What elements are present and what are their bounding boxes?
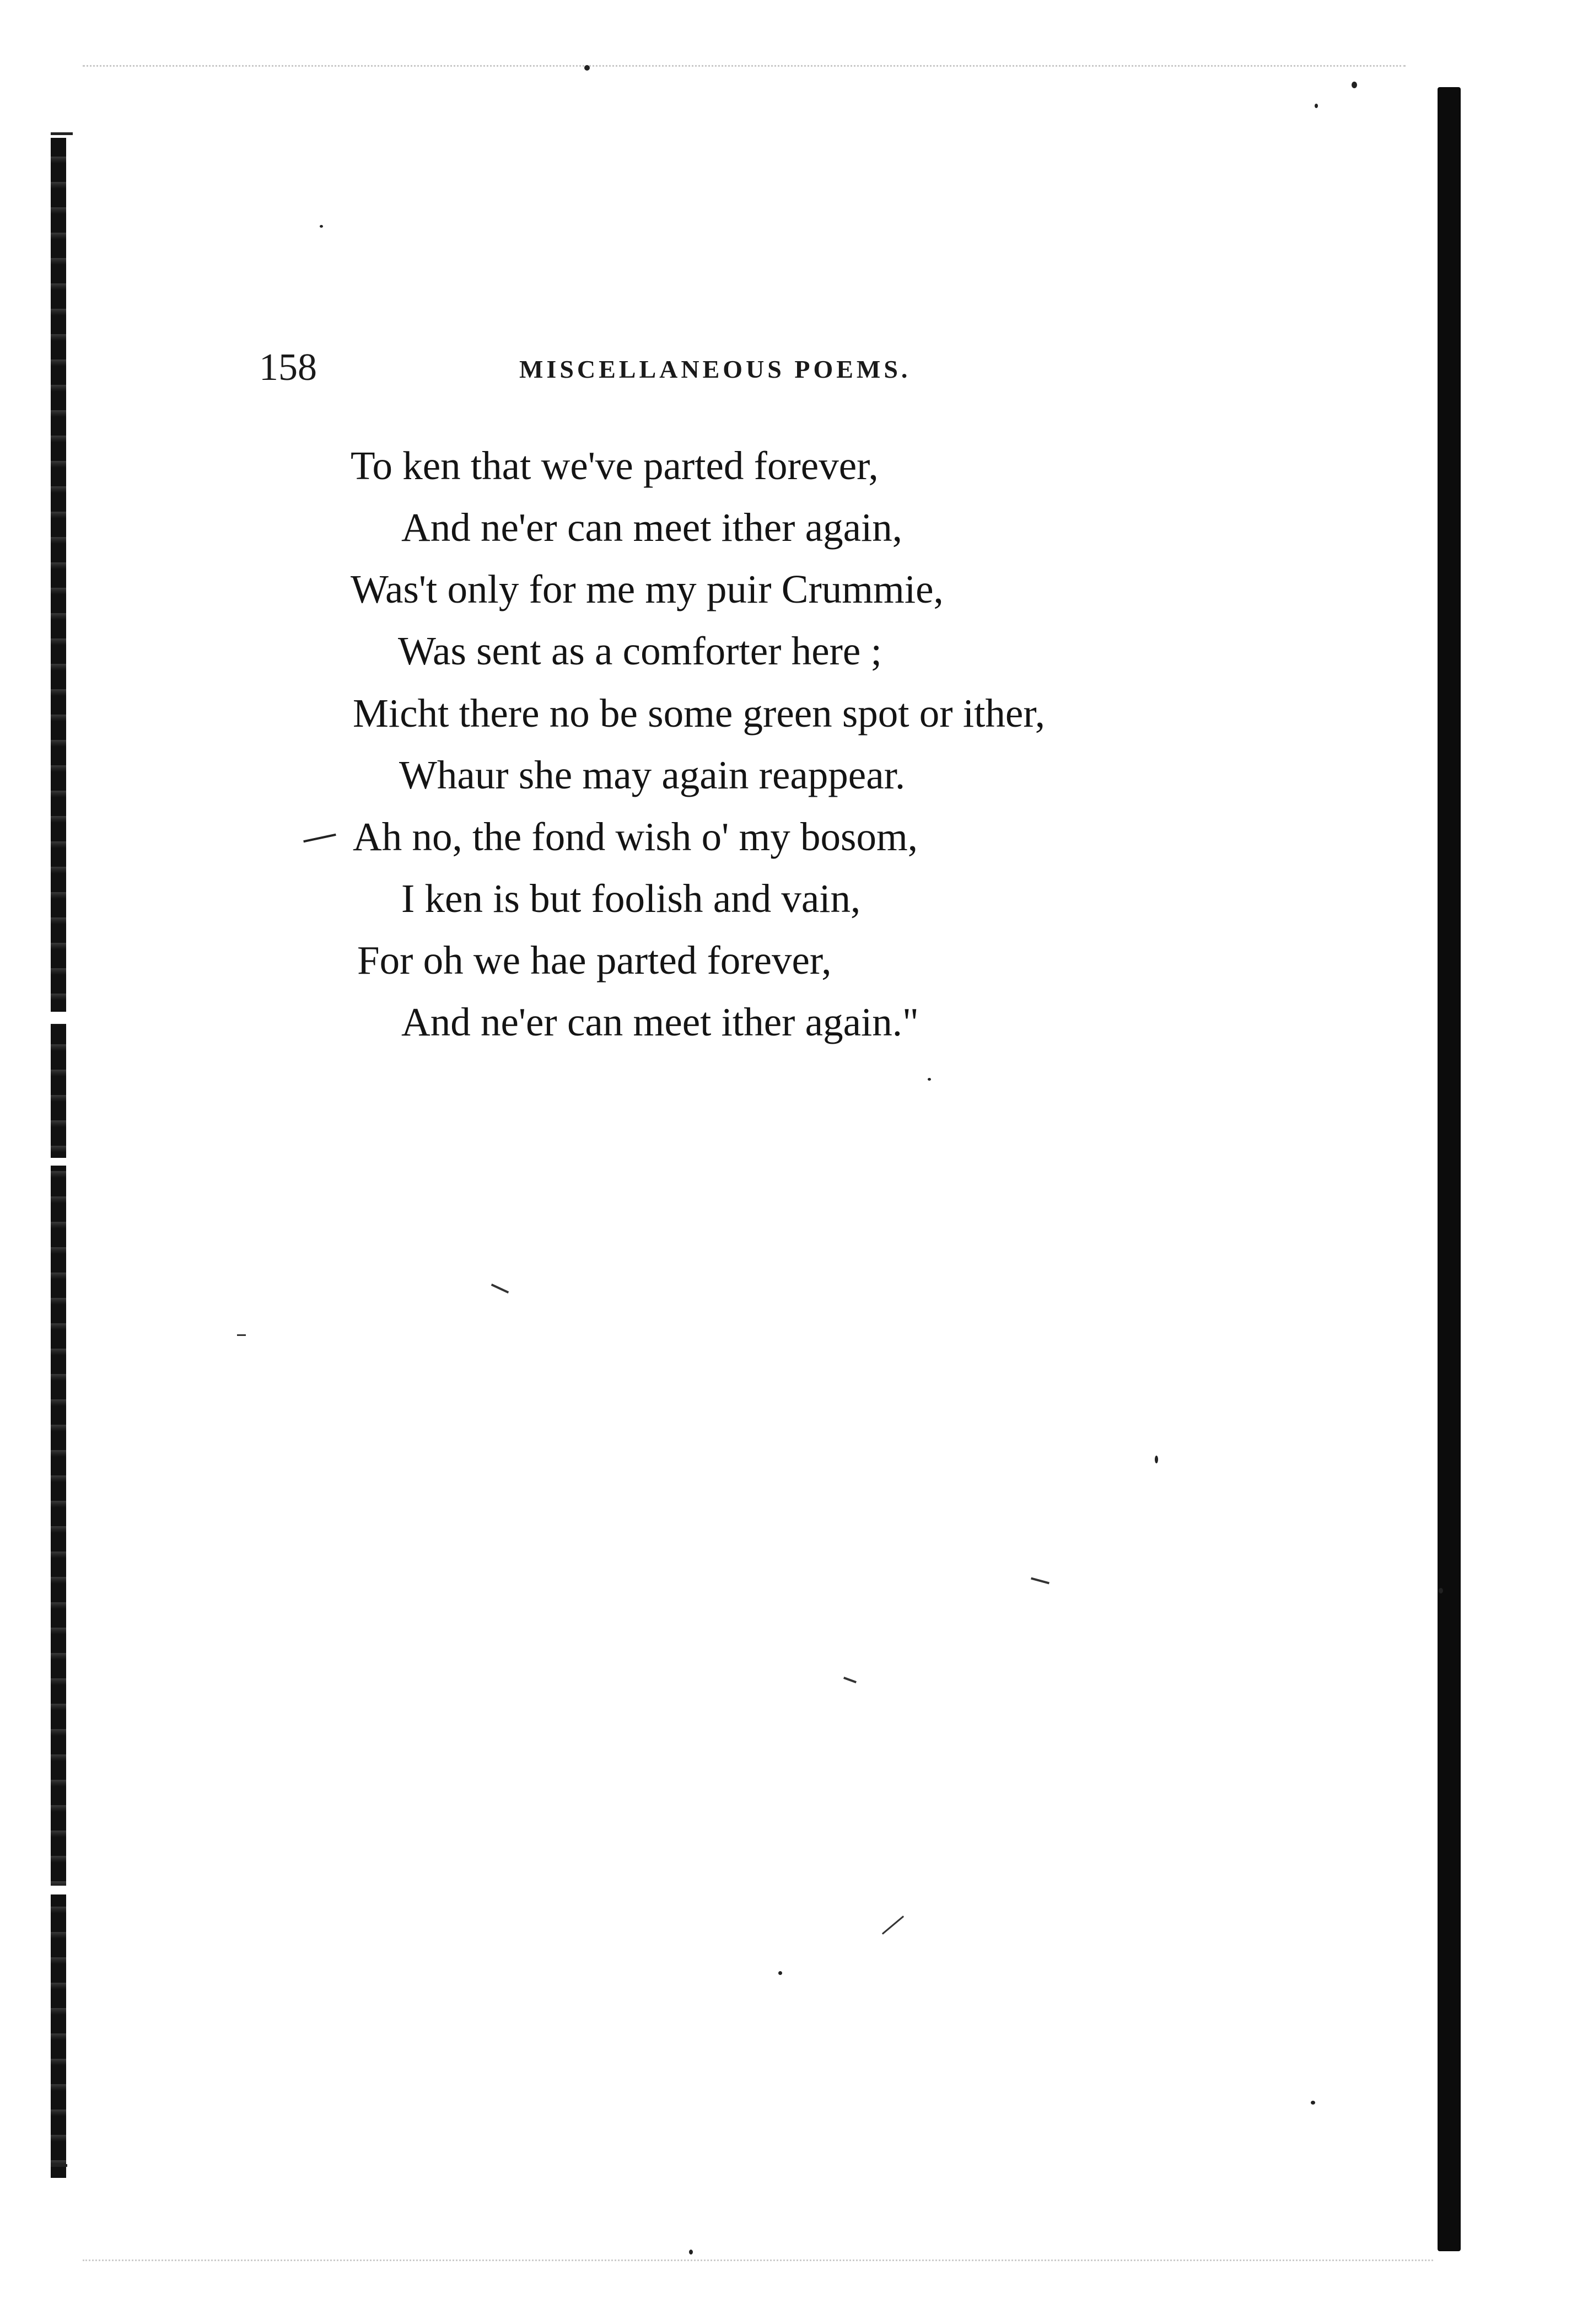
scan-speck (1439, 1588, 1443, 1593)
scan-mark (843, 1677, 857, 1683)
poem-line: For oh we hae parted forever, (357, 938, 832, 983)
poem-line: And ne'er can meet ither again, (401, 505, 903, 550)
binding-gap (49, 1886, 68, 1894)
scan-speck (320, 225, 323, 228)
margin-mark (303, 834, 336, 842)
scan-mark (882, 1915, 904, 1934)
scan-speck (689, 2250, 693, 2255)
page-right-edge (1438, 87, 1461, 2251)
poem-line: Was sent as a comforter here ; (398, 629, 882, 673)
page-number: 158 (259, 346, 317, 389)
poem-line: Whaur she may again reappear. (399, 753, 906, 797)
scan-speck (1311, 2101, 1315, 2105)
binding-gap (49, 1158, 68, 1166)
poem-line: Was't only for me my puir Crummie, (351, 567, 944, 611)
poem-line: To ken that we've parted forever, (351, 443, 879, 488)
page-title: MISCELLANEOUS POEMS. (519, 355, 911, 383)
poem-line: Ah no, the fond wish o' my bosom, (353, 814, 918, 859)
binding-mark (51, 132, 73, 135)
scan-mark (491, 1284, 509, 1294)
poem-line: Micht there no be some green spot or ither, (353, 691, 1045, 736)
scan-mark (237, 1334, 246, 1336)
scan-speck (584, 65, 590, 71)
page-bottom-edge (83, 2259, 1433, 2262)
scan-speck (1315, 104, 1318, 108)
poem-line: And ne'er can meet ither again." (401, 1000, 919, 1044)
scan-speck (928, 1078, 931, 1081)
scan-speck (1352, 82, 1357, 88)
scan-mark (1031, 1577, 1049, 1585)
binding-gap (49, 1012, 68, 1024)
scan-speck (1155, 1456, 1158, 1463)
binding-mark (51, 2164, 67, 2167)
scan-speck (778, 1971, 782, 1975)
page-top-edge (83, 65, 1406, 68)
poem-line: I ken is but foolish and vain, (401, 876, 861, 921)
running-head (259, 343, 976, 393)
